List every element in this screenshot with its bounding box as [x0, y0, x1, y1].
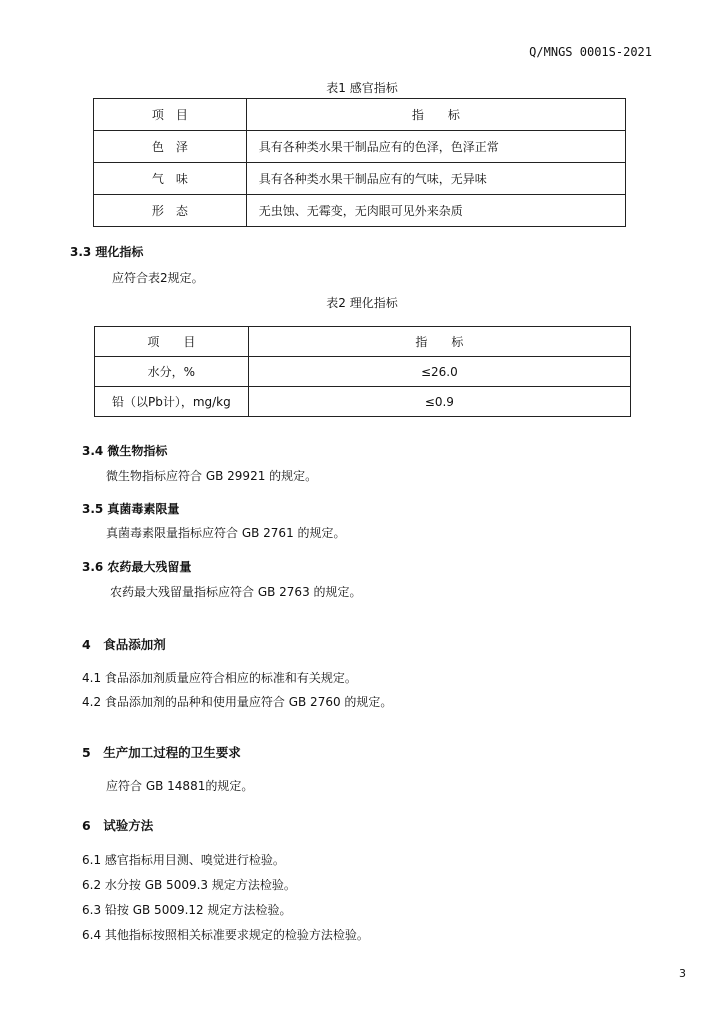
- section-6-2-text: 6.2 水分按 GB 5009.3 规定方法检验。: [82, 878, 296, 892]
- table-cell: ≤26.0: [248, 357, 630, 387]
- table-header-cell: 指 标: [246, 99, 625, 131]
- table-row: [94, 195, 626, 227]
- table-row: [94, 163, 626, 195]
- document-code: Q/MNGS 0001S-2021: [529, 45, 652, 59]
- section-6-heading: 6 试验方法: [82, 818, 154, 833]
- table-cell: 气 味: [94, 163, 247, 195]
- table1-caption: 表1 感官指标: [326, 81, 398, 95]
- section-3-4-text: 微生物指标应符合 GB 29921 的规定。: [106, 469, 318, 483]
- table-row: [95, 387, 631, 417]
- sensory-table: [93, 98, 626, 227]
- section-4-2-text: 4.2 食品添加剂的品种和使用量应符合 GB 2760 的规定。: [82, 695, 393, 709]
- table-cell: ≤0.9: [248, 387, 630, 417]
- table-cell: 具有各种类水果干制品应有的气味，无异味: [246, 163, 625, 195]
- physicochemical-table: [94, 326, 631, 417]
- table-header-cell: 指 标: [248, 327, 630, 357]
- section-6-1-text: 6.1 感官指标用目测、嗅觉进行检验。: [82, 853, 285, 867]
- section-3-4-heading: 3.4 微生物指标: [82, 444, 168, 458]
- table2-caption: 表2 理化指标: [326, 296, 398, 310]
- table-cell: 铅（以Pb计），mg/kg: [95, 387, 249, 417]
- table-cell: 具有各种类水果干制品应有的色泽，色泽正常: [246, 131, 625, 163]
- section-5-text: 应符合 GB 14881的规定。: [106, 779, 254, 793]
- section-3-3-heading: 3.3 理化指标: [70, 245, 144, 259]
- section-3-3-text: 应符合表2规定。: [112, 271, 204, 285]
- table-cell: 形 态: [94, 195, 247, 227]
- table-row: [95, 357, 631, 387]
- section-6-3-text: 6.3 铅按 GB 5009.12 规定方法检验。: [82, 903, 292, 917]
- section-6-4-text: 6.4 其他指标按照相关标准要求规定的检验方法检验。: [82, 928, 369, 942]
- table-cell: 色 泽: [94, 131, 247, 163]
- table-header-cell: 项 目: [94, 99, 247, 131]
- section-4-1-text: 4.1 食品添加剂质量应符合相应的标准和有关规定。: [82, 671, 357, 685]
- table-header-row: [95, 327, 631, 357]
- section-3-5-heading: 3.5 真菌毒素限量: [82, 502, 180, 516]
- section-5-heading: 5 生产加工过程的卫生要求: [82, 745, 241, 760]
- table-cell: 水分，%: [95, 357, 249, 387]
- section-3-6-text: 农药最大残留量指标应符合 GB 2763 的规定。: [110, 585, 362, 599]
- table-header-row: [94, 99, 626, 131]
- section-3-5-text: 真菌毒素限量指标应符合 GB 2761 的规定。: [106, 526, 346, 540]
- section-3-6-heading: 3.6 农药最大残留量: [82, 560, 192, 574]
- table-header-cell: 项 目: [95, 327, 249, 357]
- table-cell: 无虫蚀、无霉变，无肉眼可见外来杂质: [246, 195, 625, 227]
- section-4-heading: 4 食品添加剂: [82, 637, 166, 652]
- page-number: 3: [679, 967, 686, 980]
- table-row: [94, 131, 626, 163]
